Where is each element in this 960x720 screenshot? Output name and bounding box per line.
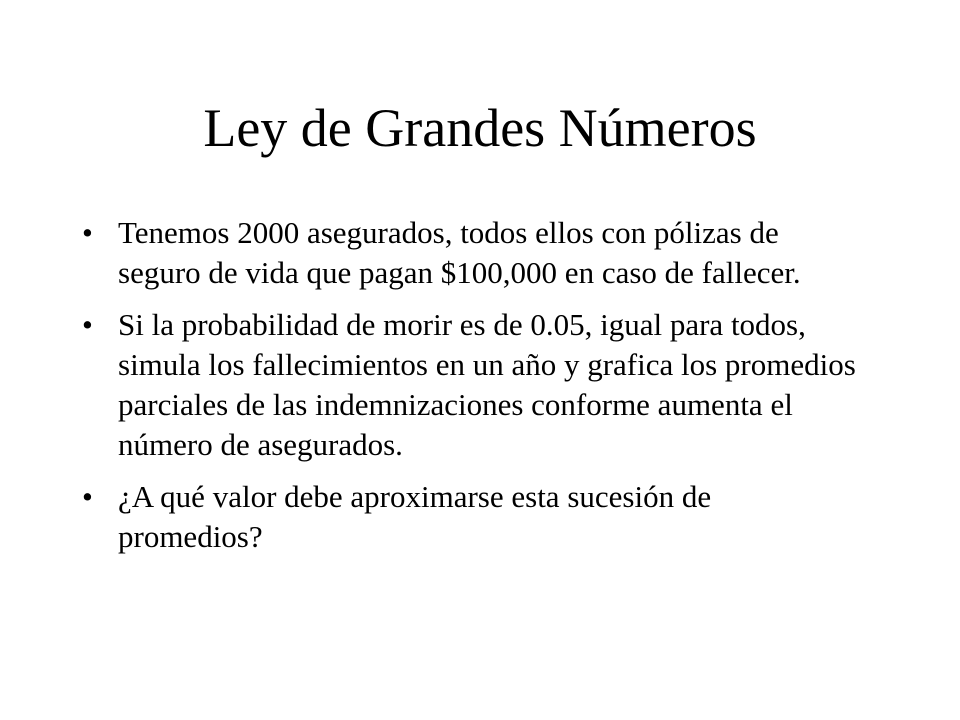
bullet-text: Si la probabilidad de morir es de 0.05, igual para todos, simula los fallecimientos en un año y grafica los promedios parciales de las indemnizaciones conforme aumenta el número de asegurados. [118,307,856,462]
bullet-text: Tenemos 2000 asegurados, todos ellos con pólizas de seguro de vida que pagan $100,000 en caso de fallecer. [118,215,801,290]
bullet-marker: • [82,479,93,514]
bullet-item [82,477,862,557]
bullet-marker: • [82,307,93,342]
bullet-list [82,213,862,569]
bullet-item [82,305,862,465]
bullet-item [82,213,862,293]
bullet-text: ¿A qué valor debe aproximarse esta sucesión de promedios? [118,479,712,554]
bullet-marker: • [82,215,93,250]
slide-title: Ley de Grandes Números [203,98,757,158]
